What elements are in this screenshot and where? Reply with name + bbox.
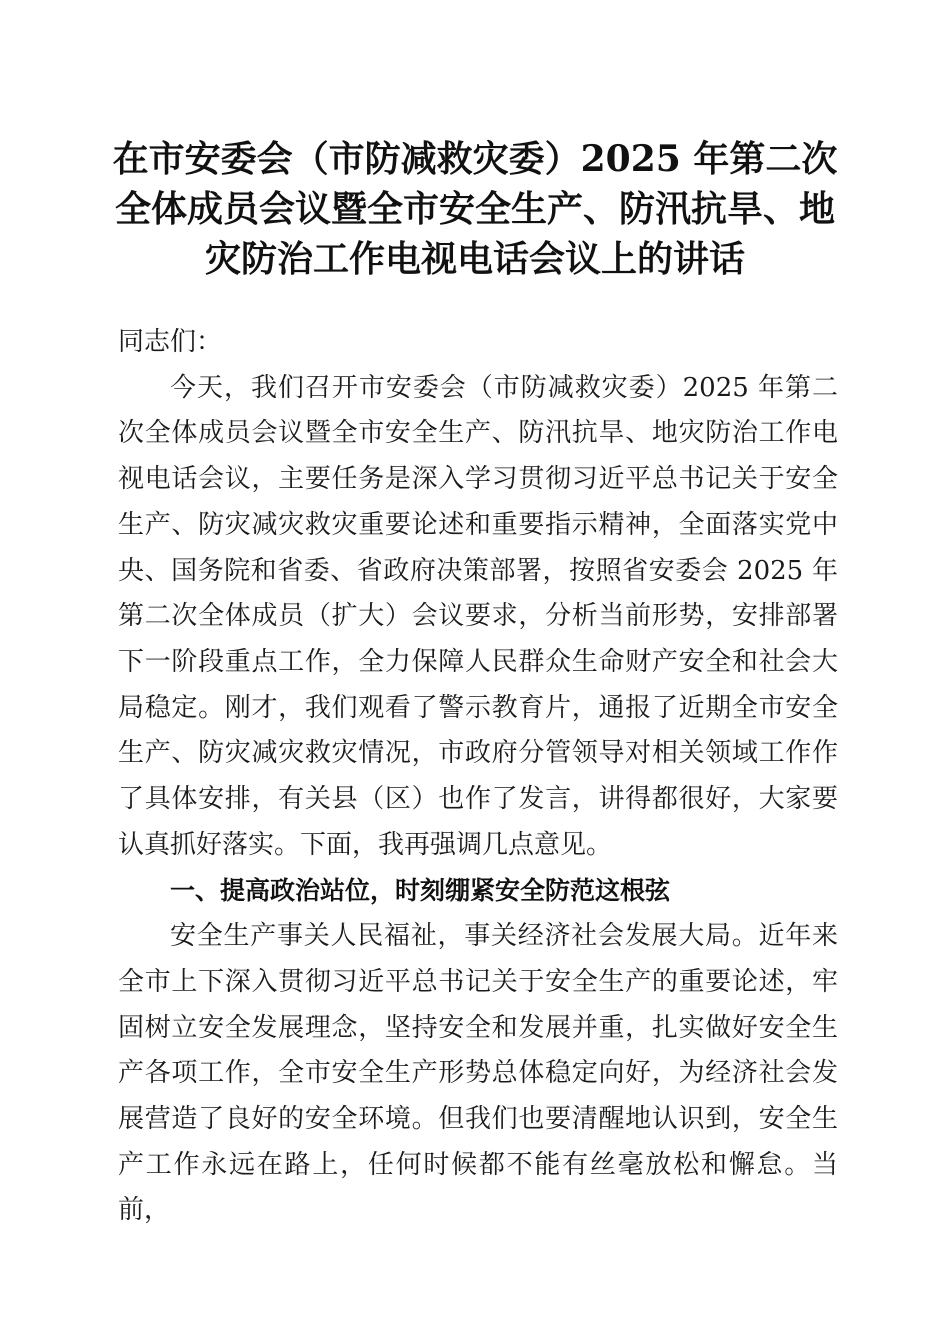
document-body bbox=[118, 320, 838, 1234]
title-line-2: 全体成员会议暨全市安全生产、防汛抗旱、地 bbox=[114, 188, 835, 230]
document-title bbox=[100, 134, 850, 284]
section-heading-1: 一、提高政治站位，时刻绷紧安全防范这根弦 bbox=[170, 876, 671, 906]
title-line-1: 在市安委会（市防减救灾委）2025 年第二次 bbox=[112, 138, 838, 180]
paragraph-section-1: 安全生产事关人民福祉，事关经济社会发展大局。近年来全市上下深入贯彻习近平总书记关于安全生产的重要论述，牢固树立安全发展理念，坚持安全和发展并重，扎实做好安全生产各项工作，全市安全生产形势总体稳定向好，为经济社会发展营造了良好的安全环境。但我们也要清醒地认识到，安全生产工作永远在路上，任何时候都不能有丝毫放松和懈怠。当前， bbox=[118, 921, 838, 1226]
salutation: 同志们： bbox=[118, 327, 223, 357]
paragraph-intro: 今天，我们召开市安委会（市防减救灾委）2025 年第二次全体成员会议暨全市安全生产、防汛抗旱、地灾防治工作电视电话会议，主要任务是深入学习贯彻习近平总书记关于安全生产、防灾减灾救灾重要论述和重要指示精神，全面落实党中央、国务院和省委、省政府决策部署，按照省安委会 2025 年第二次全体成员（扩大）会议要求，分析当前形势，安排部署下一阶段重点工作，全力保障人民群众生命财产安全和社会大局稳定。刚才，我们观看了警示教育片，通报了近期全市安全生产、防灾减灾救灾情况，市政府分管领导对相关领域工作作了具体安排，有关县（区）也作了发言，讲得都很好，大家要认真抓好落实。下面，我再强调几点意见。 bbox=[118, 372, 838, 860]
title-line-3: 灾防治工作电视电话会议上的讲话 bbox=[204, 238, 745, 280]
